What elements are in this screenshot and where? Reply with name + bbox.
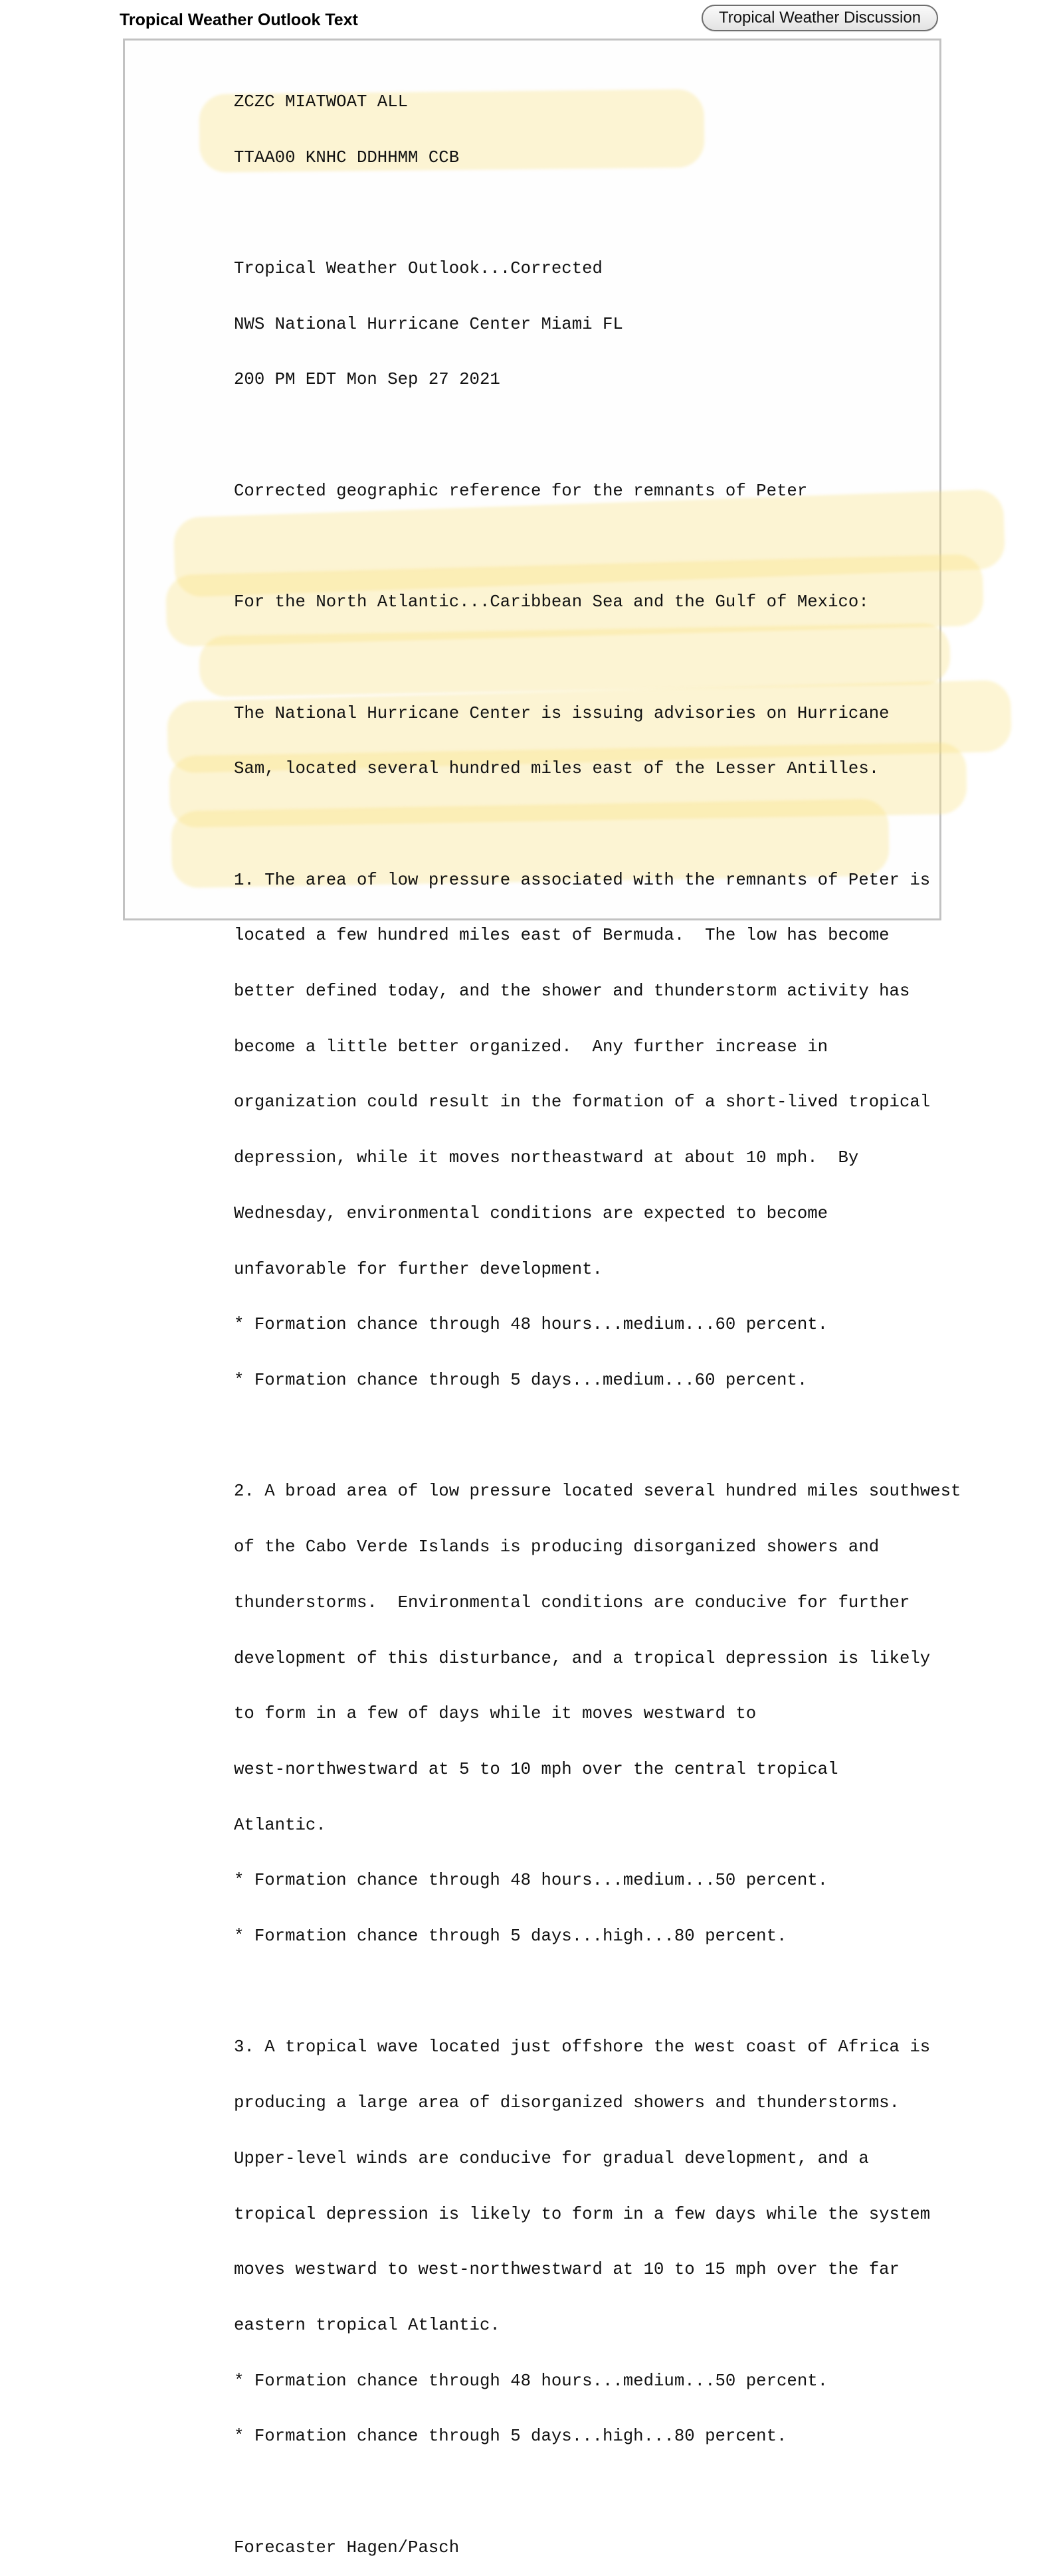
outlook-line: The National Hurricane Center is issuing advisories on Hurricane xyxy=(234,703,890,723)
outlook-line: tropical depression is likely to form in a few days while the system xyxy=(234,2204,931,2224)
outlook-line: Corrected geographic reference for the remnants of Peter xyxy=(234,481,808,501)
outlook-line xyxy=(234,1983,961,2002)
outlook-line: of the Cabo Verde Islands is producing disorganized showers and xyxy=(234,1537,880,1557)
outlook-line: * Formation chance through 48 hours...medium...60 percent. xyxy=(234,1315,828,1335)
outlook-line: * Formation chance through 5 days...medium...60 percent. xyxy=(234,1370,808,1390)
outlook-line: depression, while it moves northeastward at about 10 mph. By xyxy=(234,1148,859,1168)
outlook-line: thunderstorms. Environmental conditions are conducive for further xyxy=(234,1592,910,1612)
outlook-line: located a few hundred miles east of Bermuda. The low has become xyxy=(234,926,890,946)
outlook-line: NWS National Hurricane Center Miami FL xyxy=(234,314,623,334)
outlook-line: * Formation chance through 48 hours...medium...50 percent. xyxy=(234,1871,828,1891)
outlook-line: unfavorable for further development. xyxy=(234,1259,603,1279)
outlook-line: to form in a few of days while it moves westward to xyxy=(234,1704,757,1724)
outlook-line: 3. A tropical wave located just offshore the west coast of Africa is xyxy=(234,2037,931,2057)
outlook-line xyxy=(234,1427,961,1446)
outlook-line: eastern tropical Atlantic. xyxy=(234,2315,500,2335)
outlook-line: ZCZC MIATWOAT ALL xyxy=(234,92,409,112)
outlook-line: Wednesday, environmental conditions are expected to become xyxy=(234,1203,828,1223)
outlook-line xyxy=(234,204,961,222)
outlook-line xyxy=(234,426,961,445)
outlook-line: Sam, located several hundred miles east of the Lesser Antilles. xyxy=(234,759,880,779)
outlook-line: become a little better organized. Any further increase in xyxy=(234,1037,828,1057)
tropical-weather-discussion-button[interactable]: Tropical Weather Discussion xyxy=(702,5,938,31)
outlook-line: moves westward to west-northwestward at 10 to 15 mph over the far xyxy=(234,2260,900,2280)
outlook-line: 1. The area of low pressure associated with the remnants of Peter is xyxy=(234,870,931,890)
outlook-text xyxy=(234,56,961,2576)
outlook-line: 200 PM EDT Mon Sep 27 2021 xyxy=(234,370,500,390)
outlook-line: For the North Atlantic...Caribbean Sea and the Gulf of Mexico: xyxy=(234,592,869,612)
outlook-line: organization could result in the formation of a short-lived tropical xyxy=(234,1092,931,1112)
outlook-line: Upper-level winds are conducive for gradual development, and a xyxy=(234,2148,869,2168)
outlook-line: * Formation chance through 5 days...high...80 percent. xyxy=(234,2427,787,2447)
outlook-line: * Formation chance through 5 days...high...80 percent. xyxy=(234,1927,787,1946)
outlook-line: * Formation chance through 48 hours...medium...50 percent. xyxy=(234,2371,828,2391)
outlook-line xyxy=(234,2483,961,2502)
outlook-line: TTAA00 KNHC DDHHMM CCB xyxy=(234,147,460,167)
outlook-line: Forecaster Hagen/Pasch xyxy=(234,2537,460,2557)
outlook-line: 2. A broad area of low pressure located several hundred miles southwest xyxy=(234,1482,961,1502)
outlook-line xyxy=(234,649,961,667)
outlook-line: Atlantic. xyxy=(234,1815,326,1835)
outlook-line xyxy=(234,816,961,834)
outlook-line xyxy=(234,537,961,556)
page-title: Tropical Weather Outlook Text xyxy=(120,11,358,29)
outlook-line: Tropical Weather Outlook...Corrected xyxy=(234,258,603,278)
outlook-line: better defined today, and the shower and thunderstorm activity has xyxy=(234,982,910,1001)
outlook-line: producing a large area of disorganized showers and thunderstorms. xyxy=(234,2093,900,2113)
outlook-line: development of this disturbance, and a tropical depression is likely xyxy=(234,1648,931,1668)
outlook-line: west-northwestward at 5 to 10 mph over the central tropical xyxy=(234,1759,838,1779)
